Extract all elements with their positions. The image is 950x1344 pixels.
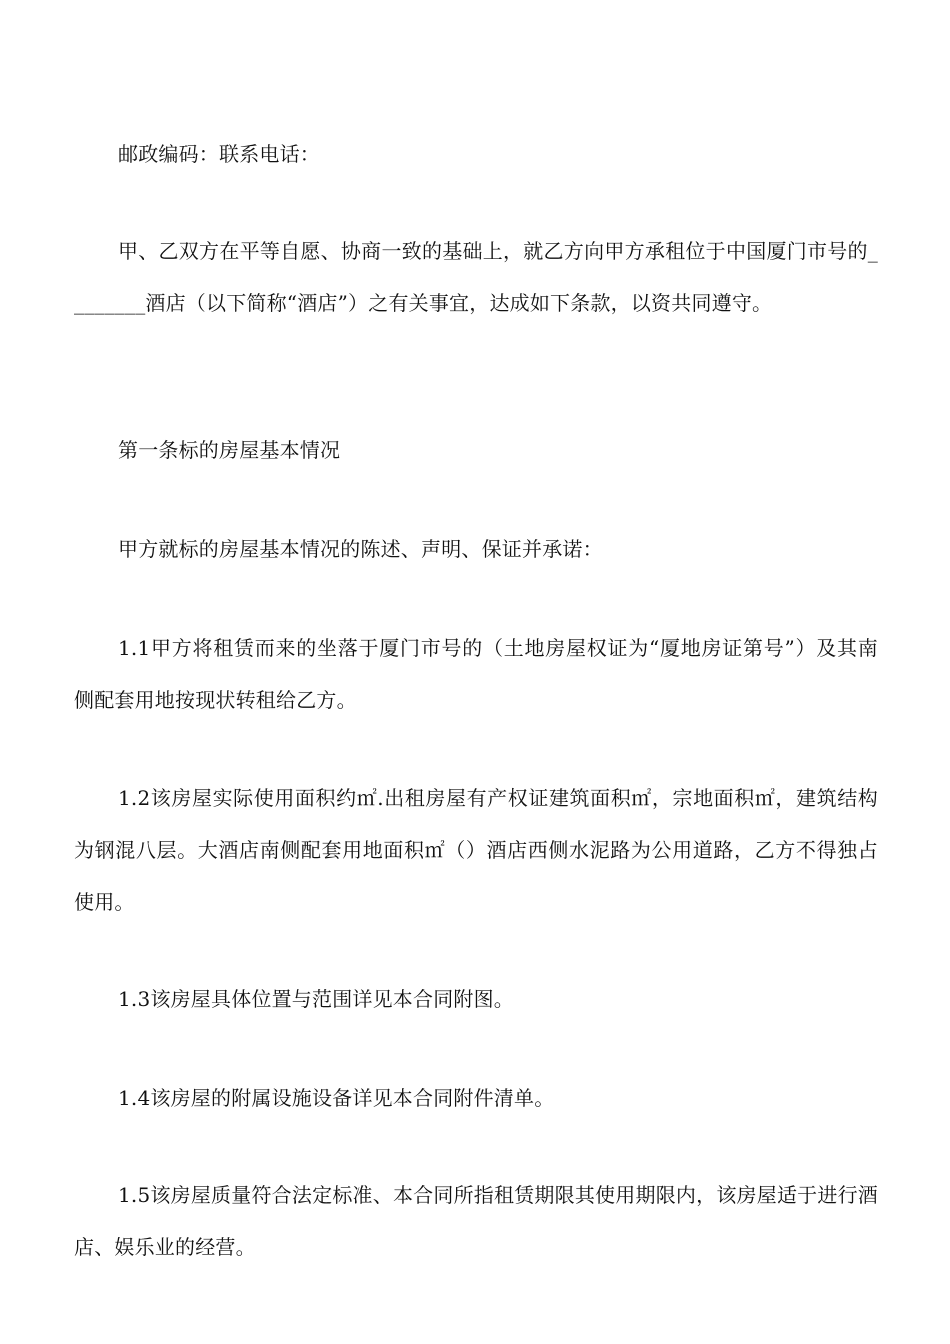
article-1-lead: 甲方就标的房屋基本情况的陈述、声明、保证并承诺： — [118, 537, 603, 561]
clause-1-5: 1.5该房屋质量符合法定标准、本合同所指租赁期限其使用期限内，该房屋适于进行酒店、娱乐业的经营。 — [74, 1183, 878, 1259]
clause-1-1: 1.1甲方将租赁而来的坐落于厦门市号的（土地房屋权证为“厦地房证第号”）及其南侧配套用地按现状转租给乙方。 — [74, 636, 878, 712]
postal-contact-line: 邮政编码：联系电话： — [118, 142, 320, 166]
clause-1-3: 1.3该房屋具体位置与范围详见本合同附图。 — [118, 987, 515, 1011]
article-1-title: 第一条标的房屋基本情况 — [118, 438, 341, 462]
clause-1-4: 1.4该房屋的附属设施设备详见本合同附件清单。 — [118, 1086, 555, 1110]
intro-paragraph: 甲、乙双方在平等自愿、协商一致的基础上，就乙方向甲方承租位于中国厦门市号的________酒店（以下简称“酒店”）之有关事宜，达成如下条款，以资共同遵守。 — [74, 239, 878, 315]
clause-1-2: 1.2该房屋实际使用面积约㎡.出租房屋有产权证建筑面积㎡，宗地面积㎡，建筑结构为钢混八层。大酒店南侧配套用地面积㎡（）酒店西侧水泥路为公用道路，乙方不得独占使用。 — [74, 786, 878, 914]
